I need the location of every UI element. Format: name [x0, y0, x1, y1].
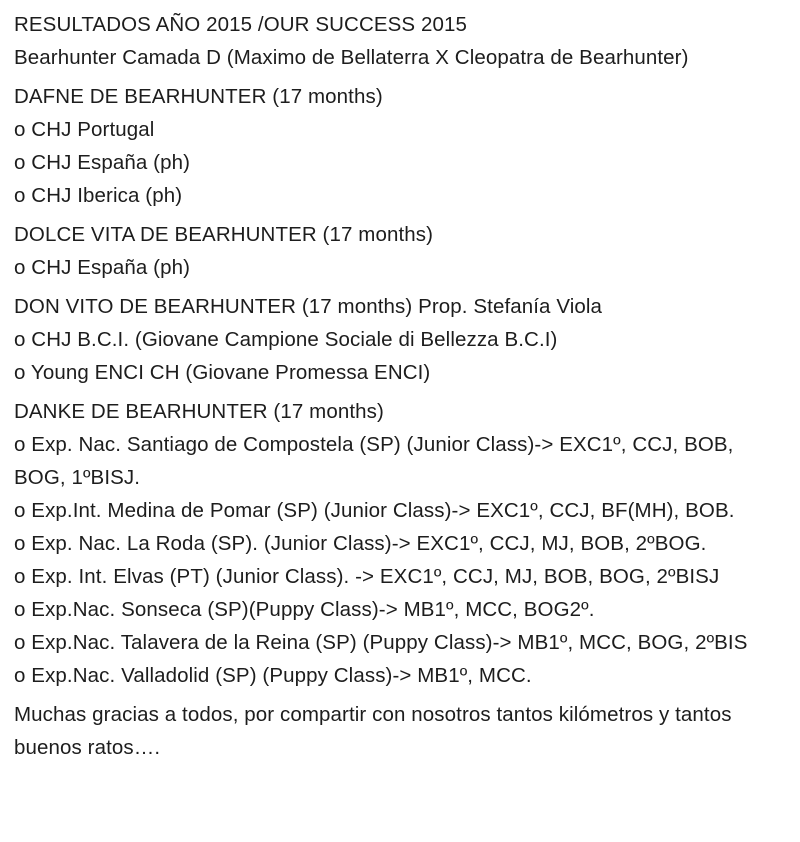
dog-section-dafne — [14, 80, 798, 212]
result-item: o Young ENCI CH (Giovane Promessa ENCI) — [14, 361, 431, 384]
result-item: o CHJ B.C.I. (Giovane Campione Sociale di Bellezza B.C.I) — [14, 328, 558, 351]
result-item: o CHJ Portugal — [14, 118, 155, 141]
dog-name: DON VITO DE BEARHUNTER (17 months) Prop. Stefanía Viola — [14, 295, 603, 318]
litter-subtitle: Bearhunter Camada D (Maximo de Bellaterra X Cleopatra de Bearhunter) — [14, 46, 689, 69]
result-item: o Exp.Nac. Valladolid (SP) (Puppy Class)-> MB1º, MCC. — [14, 664, 532, 687]
document-title: RESULTADOS AÑO 2015 /OUR SUCCESS 2015 — [14, 13, 467, 36]
result-item: o Exp. Nac. Santiago de Compostela (SP) (Junior Class)-> EXC1º, CCJ, BOB, BOG, 1ºBISJ. — [14, 433, 734, 489]
dog-name: DANKE DE BEARHUNTER (17 months) — [14, 400, 384, 423]
result-item: o Exp. Nac. La Roda (SP). (Junior Class)-> EXC1º, CCJ, MJ, BOB, 2ºBOG. — [14, 532, 707, 555]
thank-you-message: Muchas gracias a todos, por compartir con nosotros tantos kilómetros y tantos buenos ratos…. — [14, 703, 732, 759]
dog-section-dolce-vita — [14, 218, 798, 284]
result-item: o CHJ España (ph) — [14, 151, 191, 174]
dog-name: DAFNE DE BEARHUNTER (17 months) — [14, 85, 383, 108]
result-item: o CHJ España (ph) — [14, 256, 191, 279]
dog-section-danke — [14, 395, 798, 692]
result-item: o CHJ Iberica (ph) — [14, 184, 183, 207]
result-item: o Exp.Int. Medina de Pomar (SP) (Junior Class)-> EXC1º, CCJ, BF(MH), BOB. — [14, 499, 735, 522]
results-document — [14, 8, 798, 764]
result-item: o Exp. Int. Elvas (PT) (Junior Class). -> EXC1º, CCJ, MJ, BOB, BOG, 2ºBISJ — [14, 565, 720, 588]
result-item: o Exp.Nac. Talavera de la Reina (SP) (Puppy Class)-> MB1º, MCC, BOG, 2ºBIS — [14, 631, 748, 654]
result-item: o Exp.Nac. Sonseca (SP)(Puppy Class)-> MB1º, MCC, BOG2º. — [14, 598, 595, 621]
dog-section-don-vito — [14, 290, 798, 389]
dog-name: DOLCE VITA DE BEARHUNTER (17 months) — [14, 223, 434, 246]
